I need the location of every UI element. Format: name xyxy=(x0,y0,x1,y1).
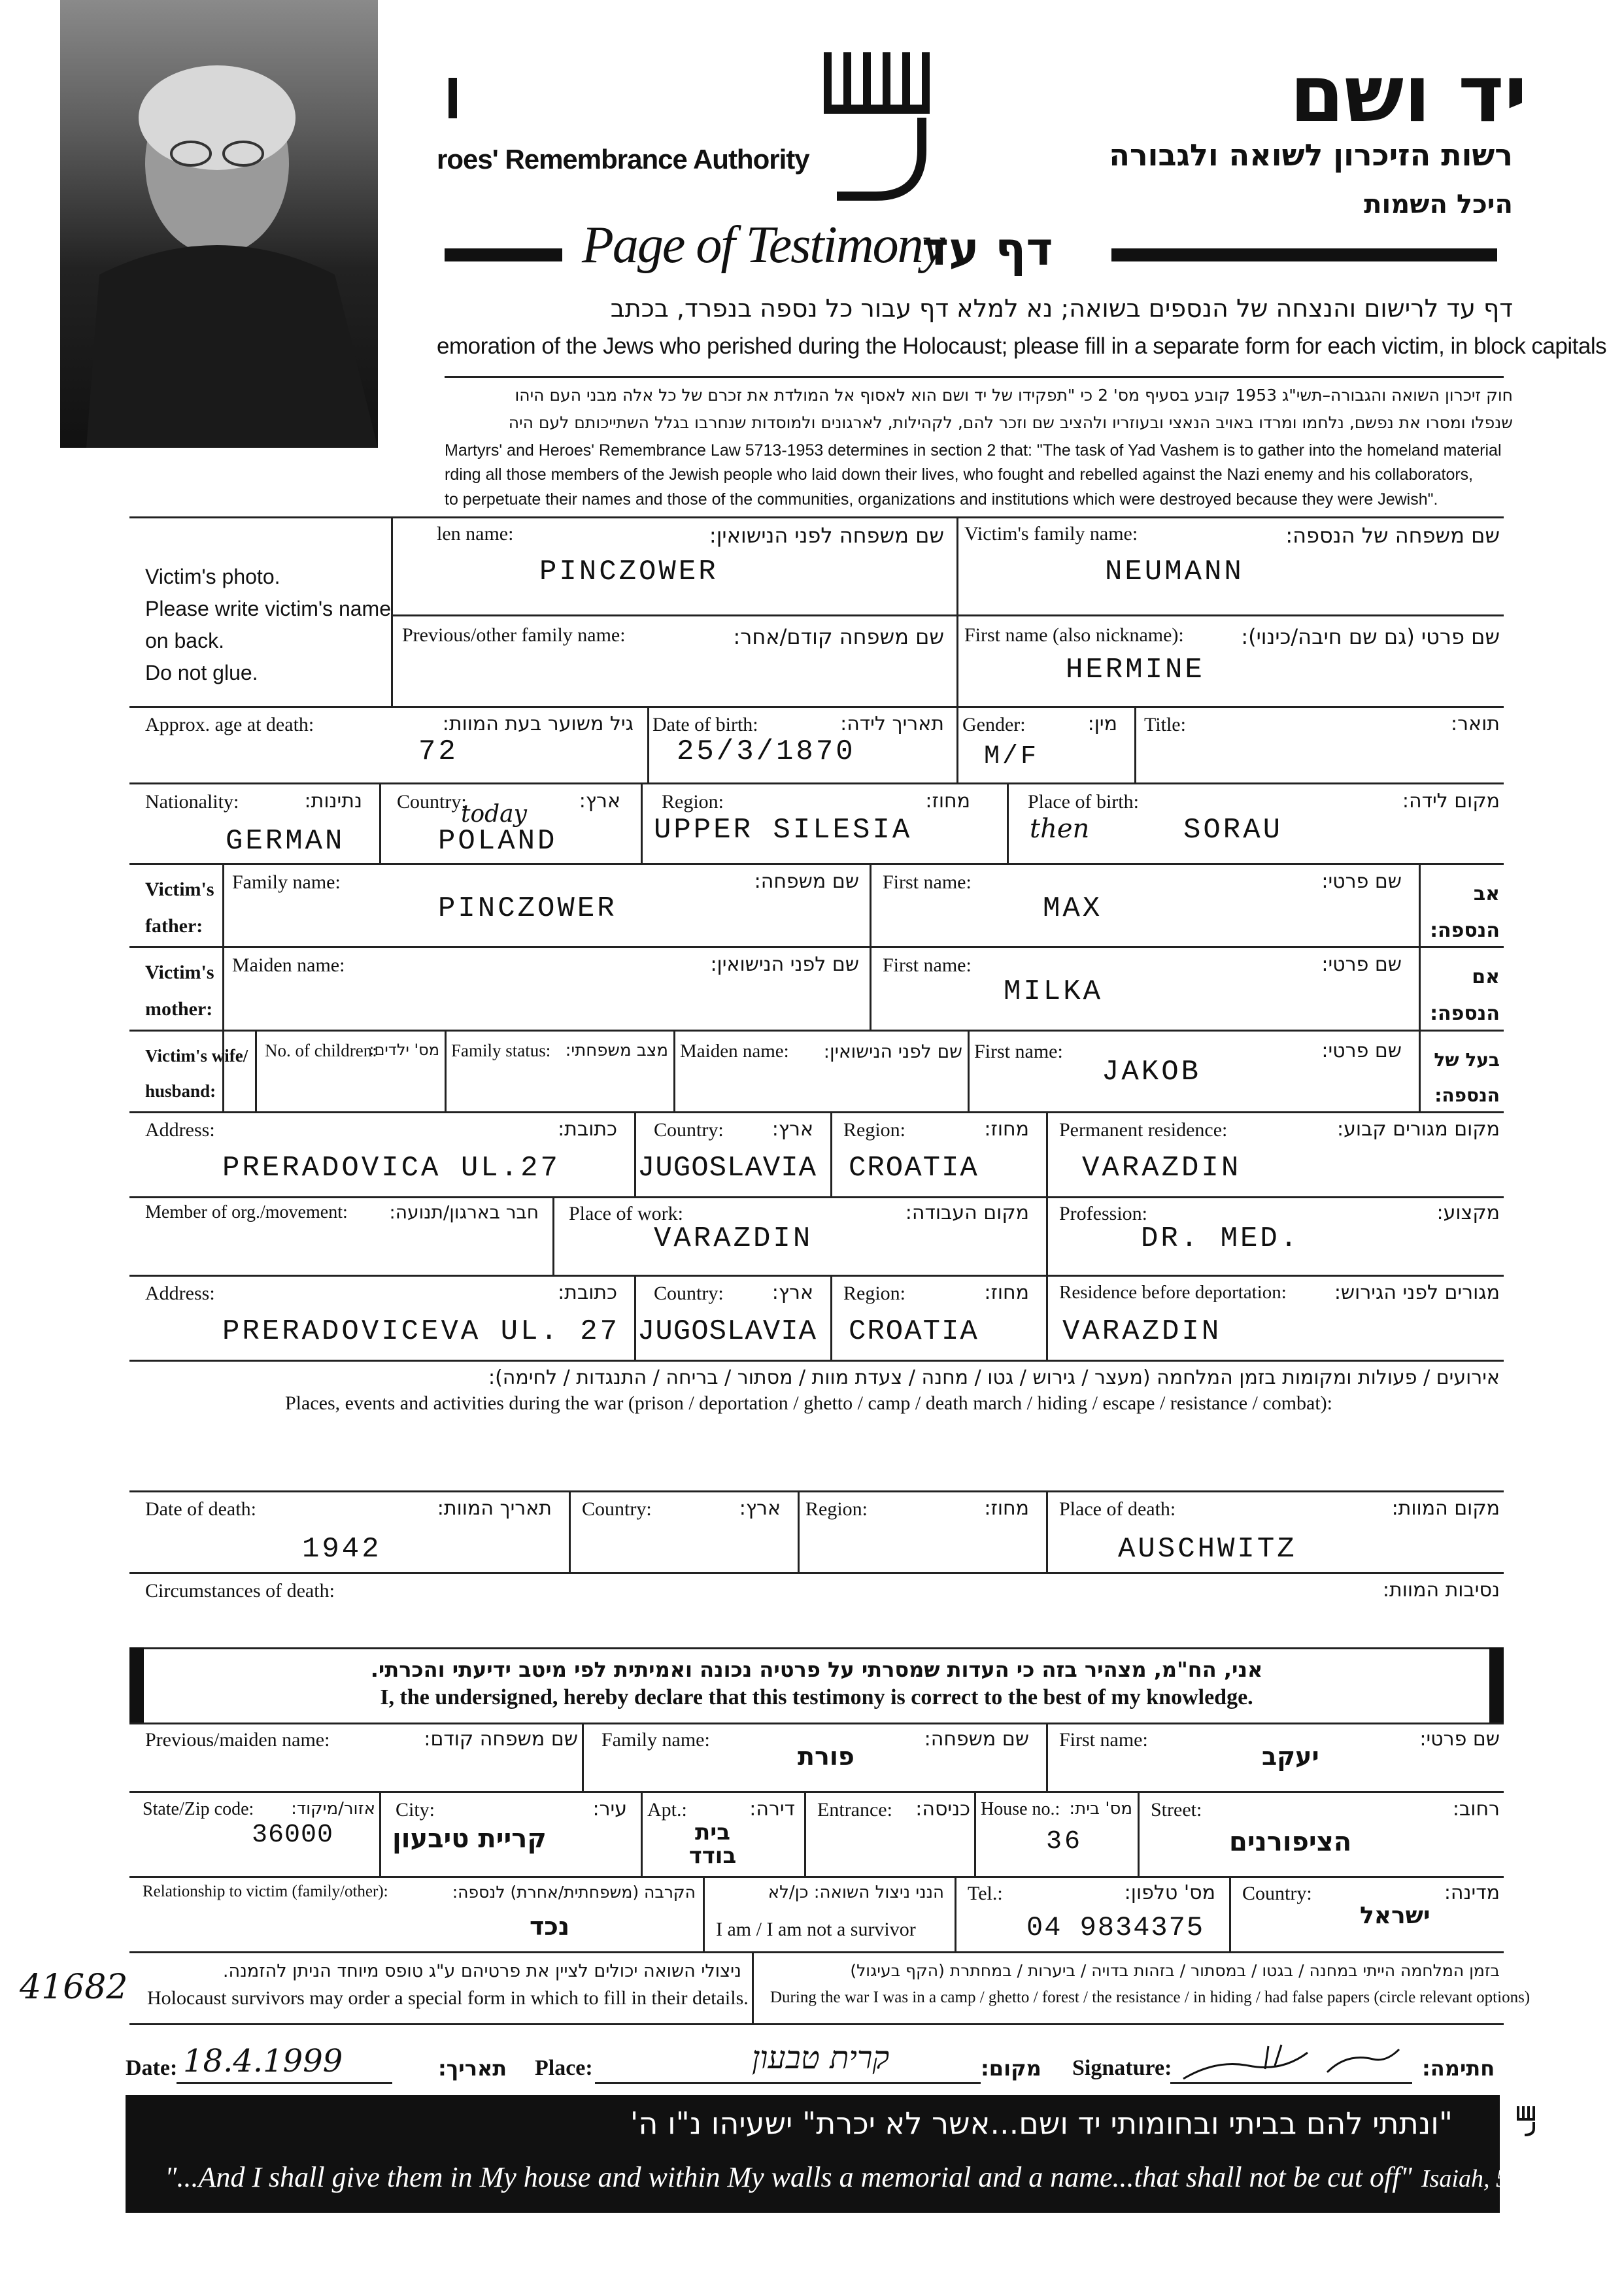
footer-band xyxy=(126,2095,1542,2213)
law-english-3: to perpetuate their names and those of the communities, organizations and institutions which were destroyed because they were Jewish". xyxy=(445,490,1438,509)
place-label: Place: xyxy=(535,2056,593,2080)
witness-family-label-heb: שם משפחה: xyxy=(924,1728,1029,1751)
res-dep-label-heb: מגורים לפני הגירוש: xyxy=(1334,1281,1500,1304)
witness-prev-label: Previous/maiden name: xyxy=(145,1729,330,1751)
header-org-en: roes' Remembrance Authority xyxy=(437,144,809,175)
footer-quote-en-wrap xyxy=(165,2160,1542,2194)
witness-first-value[interactable]: יעקב xyxy=(1262,1742,1319,1771)
family-name-label: Victim's family name: xyxy=(964,523,1138,545)
mother-first-label-heb: שם פרטי: xyxy=(1321,953,1402,976)
header-i-letter: I xyxy=(445,66,462,131)
intro-english: emoration of the Jews who perished during the Holocaust; please fill in a separate form for each victim, in block capitals xyxy=(437,333,1607,359)
address2-country-value[interactable]: JUGOSLAVIA xyxy=(637,1315,817,1348)
date-line xyxy=(177,2082,392,2084)
note-survivors-en: Holocaust survivors may order a special form in which to fill in their details. xyxy=(147,1987,749,2009)
dob-value[interactable]: 25/3/1870 xyxy=(677,735,856,768)
mother-first-value[interactable]: MILKA xyxy=(1004,975,1104,1008)
spouse-first-value[interactable]: JAKOB xyxy=(1102,1056,1202,1088)
circumstances-label: Circumstances of death: xyxy=(145,1580,335,1602)
prev-name-label-heb: שם משפחה קודם/אחר: xyxy=(733,624,944,649)
pod-value[interactable]: AUSCHWITZ xyxy=(1118,1533,1297,1566)
street-label-heb: רחוב: xyxy=(1452,1798,1500,1821)
profession-label-heb: מקצוע: xyxy=(1436,1202,1500,1224)
signature-label-heb: חתימה: xyxy=(1422,2056,1495,2081)
footer-quote-ref: Isaiah, 56:5 xyxy=(1421,2165,1542,2193)
dod-country-label-heb: ארץ: xyxy=(739,1497,781,1520)
note-war-en: During the war I was in a camp / ghetto / forest / the resistance / in hiding / had false papers (circle relevant options) xyxy=(770,1989,1531,2006)
address-region-value[interactable]: CROATIA xyxy=(849,1152,979,1185)
gender-label: Gender: xyxy=(962,714,1026,735)
relationship-label-heb: הקרבה (משפחתית/אחרת) לנספה: xyxy=(452,1883,696,1902)
org-hebrew: רשות הזיכרון לשואה ולגבורה xyxy=(1109,137,1513,173)
work-label-heb: מקום העבודה: xyxy=(905,1202,1029,1224)
mother-label xyxy=(145,954,217,1028)
status-label: Family status: xyxy=(451,1041,551,1060)
mother-label-heb: אם הנספה: xyxy=(1430,966,1500,1025)
witness-family-value[interactable]: פורת xyxy=(798,1742,854,1771)
relationship-value[interactable]: נכד xyxy=(530,1912,570,1941)
photo-line-2: Please write victim's name xyxy=(145,597,391,620)
dod-label-heb: תאריך המוות: xyxy=(437,1497,552,1520)
dob-label-heb: תאריך לידה: xyxy=(840,713,944,735)
small-logo-icon xyxy=(1515,2105,1542,2138)
footer-quote-en: "...And I shall give them in My house and within My walls a memorial and a name...that shall not be cut off" xyxy=(165,2161,1412,2193)
mother-label-text: Victim's mother: xyxy=(145,962,214,1020)
perm-res-value[interactable]: VARAZDIN xyxy=(1082,1152,1242,1185)
date-value[interactable]: 18.4.1999 xyxy=(183,2043,343,2079)
dob-label: Date of birth: xyxy=(652,714,758,735)
witness-first-label-heb: שם פרטי: xyxy=(1419,1728,1500,1751)
dod-country-label: Country: xyxy=(582,1498,652,1520)
note-survivors-heb: ניצולי השואה יכולים לציין את פרטיהם ע"ג טופס מיוחד הניתן להזמנה. xyxy=(222,1961,741,1981)
address2-value[interactable]: PRERADOVICEVA UL. 27 xyxy=(222,1315,620,1348)
address-label-heb: כתובת: xyxy=(558,1118,617,1141)
page-title-en: Page of Testimony xyxy=(582,216,945,274)
address2-region-value[interactable]: CROATIA xyxy=(849,1315,979,1348)
father-family-label-heb: שם משפחה: xyxy=(754,870,859,893)
work-value[interactable]: VARAZDIN xyxy=(654,1222,813,1255)
pob-label-heb: מקום לידה: xyxy=(1402,790,1500,813)
dod-value[interactable]: 1942 xyxy=(302,1533,382,1566)
address-country-value[interactable]: JUGOSLAVIA xyxy=(637,1152,817,1185)
witness-country-value[interactable]: ישראל xyxy=(1360,1902,1430,1929)
husband-label-a: Victim's wife/ xyxy=(145,1046,248,1066)
father-first-label-heb: שם פרטי: xyxy=(1321,870,1402,893)
perm-res-label-heb: מקום מגורים קבוע: xyxy=(1337,1118,1500,1141)
photo-line-1: Victim's photo. xyxy=(145,565,280,588)
survivor-label-heb: הנני ניצול השואה: כן/לא xyxy=(768,1883,944,1902)
title-bar-right xyxy=(1111,248,1497,261)
family-name-value[interactable]: NEUMANN xyxy=(1105,556,1244,588)
street-value[interactable]: הציפורנים xyxy=(1229,1827,1352,1857)
tel-label: Tel.: xyxy=(968,1883,1003,1904)
intro-hebrew: דף עד לרישום והנצחה של הנספים בשואה; נא למלא דף עבור כל נספה בנפרד, בכתב xyxy=(610,294,1513,323)
zip-label-heb: אזור/מיקוד: xyxy=(291,1799,375,1819)
address-region-label-heb: מחוז: xyxy=(984,1118,1029,1141)
profession-value[interactable]: DR. MED. xyxy=(1141,1222,1300,1255)
witness-country-label-heb: מדינה: xyxy=(1444,1881,1500,1904)
mother-maiden-label-heb: שם לפני הנישואין: xyxy=(710,953,859,976)
country-today-value[interactable]: today xyxy=(461,801,527,828)
law-hebrew-1: חוק זיכרון השואה והגבורה–תשי"ג 1953 קובע בסעיף מס' 2 כי "תפקידו של יד ושם הוא לאסוף אל המולדת את זכרם של כל אלה מבני העם היהו xyxy=(515,386,1513,405)
pob-label: Place of birth: xyxy=(1028,791,1139,813)
witness-prev-label-heb: שם משפחה קודם: xyxy=(424,1728,578,1751)
father-first-value[interactable]: MAX xyxy=(1043,892,1103,925)
entrance-label: Entrance: xyxy=(817,1799,892,1821)
law-english-2: rding all those members of the Jewish people who laid down their lives, who fought and rebelled against the Nazi enemy and his collaborators, xyxy=(445,465,1474,484)
pod-label-heb: מקום המוות: xyxy=(1391,1497,1500,1520)
circumstances-label-heb: נסיבות המוות: xyxy=(1382,1579,1500,1602)
apt-label-heb: דירה: xyxy=(749,1798,795,1821)
date-label: Date: xyxy=(126,2056,178,2080)
first-name-value[interactable]: HERMINE xyxy=(1066,654,1205,686)
children-label: No. of children: xyxy=(265,1041,377,1060)
spouse-maiden-label: Maiden name: xyxy=(680,1041,789,1062)
place-value[interactable]: קרית טבעון xyxy=(752,2040,890,2076)
law-english-1: Martyrs' and Heroes' Remembrance Law 5713-1953 determines in section 2 that: "The task of Yad Vashem is to gather into the homeland material xyxy=(445,441,1502,460)
father-family-value[interactable]: PINCZOWER xyxy=(438,892,617,925)
age-label-heb: גיל משוער בעת המוות: xyxy=(442,713,634,735)
survivor-option[interactable]: I am / I am not a survivor xyxy=(716,1919,916,1940)
events-label: Places, events and activities during the war (prison / deportation / ghetto / camp / death march / hiding / escape / resistance / combat): xyxy=(285,1392,1333,1414)
spouse-maiden-label-heb: שם לפני הנישואין: xyxy=(823,1041,962,1062)
address2-region-label: Region: xyxy=(843,1283,905,1304)
footer-quote-heb: "ונתתי להם בביתי ובחומותי יד ושם...אשר לא יכרת" ישעיהו נ"ו ה' xyxy=(630,2106,1453,2141)
city-label: City: xyxy=(396,1799,435,1821)
apt-value[interactable]: בית בודד xyxy=(688,1819,737,1869)
country-value[interactable]: POLAND xyxy=(438,825,558,858)
house-value[interactable]: 36 xyxy=(1046,1827,1083,1857)
res-dep-label: Residence before deportation: xyxy=(1059,1282,1287,1303)
address-country-label-heb: ארץ: xyxy=(771,1118,813,1141)
address2-country-label: Country: xyxy=(654,1283,724,1304)
declaration-heb: אני, הח"מ, מצהיר בזה כי העדות שמסרתי על פרטיה נכונה ואמיתית לפי מיטב ידיעתי והכרתי. xyxy=(370,1657,1263,1682)
first-name-label: First name (also nickname): xyxy=(964,624,1184,646)
country-label-heb: ארץ: xyxy=(579,790,620,813)
place-line xyxy=(595,2082,981,2084)
nationality-value[interactable]: GERMAN xyxy=(226,825,345,858)
first-name-label-heb: שם פרטי (גם שם חיבה/כינוי): xyxy=(1241,624,1500,649)
zip-value[interactable]: 36000 xyxy=(252,1821,334,1850)
law-hebrew-2: שנפלו ומסרו את נפשם, נלחמו ומרדו באויב הנאצי ובעוזריו ולהציב שם וזכר להם, לקהילות, לארגונים ולמוסדות שנחרבו בגלל השתייכותם לעם היה xyxy=(508,413,1513,432)
maiden-name-label: len name: xyxy=(437,523,514,545)
father-label-text: Victim's father: xyxy=(145,879,214,937)
date-label-heb: תאריך: xyxy=(438,2056,507,2081)
member-label: Member of org./movement: xyxy=(145,1202,348,1222)
status-label-heb: מצב משפחתי: xyxy=(565,1041,668,1060)
side-number: 41682 xyxy=(20,1968,128,2007)
age-label: Approx. age at death: xyxy=(145,714,314,735)
nationality-label-heb: נתינות: xyxy=(304,790,362,813)
declaration-bar-left xyxy=(129,1647,144,1723)
address-country-label: Country: xyxy=(654,1119,724,1141)
maiden-name-label-heb: שם משפחה לפני הנישואין: xyxy=(709,523,944,548)
father-first-label: First name: xyxy=(883,871,972,893)
tel-label-heb: מס' טלפון: xyxy=(1124,1881,1215,1904)
victim-photo xyxy=(60,0,378,448)
dod-region-label-heb: מחוז: xyxy=(984,1497,1029,1520)
photo-box-instructions xyxy=(145,561,391,689)
maiden-name-value[interactable]: PINCZOWER xyxy=(539,556,719,588)
father-family-label: Family name: xyxy=(232,871,341,893)
gender-label-heb: מין: xyxy=(1087,713,1117,735)
photo-line-3: on back. xyxy=(145,629,224,652)
note-war-heb: בזמן המלחמה הייתי במחנה / בגטו / במסתור / בזהות בדויה / ביערות / במחתרת (הקף בעיגול) xyxy=(850,1961,1500,1980)
pob-then-value[interactable]: then xyxy=(1030,814,1090,844)
dod-region-label: Region: xyxy=(805,1498,868,1520)
address2-region-label-heb: מחוז: xyxy=(984,1281,1029,1304)
address-label: Address: xyxy=(145,1119,215,1141)
signature-scribble[interactable] xyxy=(1177,2040,1412,2085)
city-value[interactable]: קריית טיבעון xyxy=(392,1824,547,1854)
yad-vashem-logo-icon xyxy=(817,46,948,216)
photo-line-4: Do not glue. xyxy=(145,661,258,684)
house-label-heb: מס' בית: xyxy=(1069,1799,1132,1819)
spouse-first-label: First name: xyxy=(974,1041,1063,1062)
address-region-label: Region: xyxy=(843,1119,905,1141)
dod-label: Date of death: xyxy=(145,1498,256,1520)
apt-label: Apt.: xyxy=(647,1799,687,1821)
gender-value[interactable]: M/F xyxy=(984,742,1040,771)
pod-label: Place of death: xyxy=(1059,1498,1176,1520)
family-name-label-heb: שם משפחה של הנספה: xyxy=(1285,523,1500,548)
witness-first-label: First name: xyxy=(1059,1729,1148,1751)
husband-label xyxy=(145,1038,248,1109)
hall-hebrew: היכל השמות xyxy=(1364,190,1513,220)
spouse-first-label-heb: שם פרטי: xyxy=(1321,1039,1402,1062)
perm-res-label: Permanent residence: xyxy=(1059,1119,1228,1141)
children-label-heb: מס' ילדים: xyxy=(369,1041,439,1059)
res-dep-value[interactable]: VARAZDIN xyxy=(1062,1315,1222,1348)
zip-label: State/Zip code: xyxy=(143,1799,254,1819)
page-title-heb: דף עד xyxy=(922,222,1053,276)
title-bar-left xyxy=(445,248,562,261)
title-label: Title: xyxy=(1144,714,1186,735)
city-label-heb: עיר: xyxy=(592,1798,627,1821)
husband-label-b: husband: xyxy=(145,1081,216,1101)
street-label: Street: xyxy=(1151,1799,1202,1821)
logo-hebrew: יד ושם xyxy=(1289,49,1527,140)
address2-country-label-heb: ארץ: xyxy=(771,1281,813,1304)
father-label-heb: אב הנספה: xyxy=(1430,882,1500,942)
place-label-heb: מקום: xyxy=(981,2056,1041,2081)
house-label: House no.: xyxy=(981,1799,1060,1819)
title-label-heb: תואר: xyxy=(1451,713,1500,735)
region-value[interactable]: UPPER SILESIA xyxy=(654,814,913,847)
address2-label-heb: כתובת: xyxy=(558,1281,617,1304)
country-label: Country: xyxy=(397,791,467,813)
declaration-bar-right xyxy=(1489,1647,1504,1723)
mother-maiden-label: Maiden name: xyxy=(232,954,345,976)
member-label-heb: חבר בארגון/תנועה: xyxy=(389,1202,539,1223)
events-label-heb: אירועים / פעולות ומקומות בזמן המלחמה (מעצר / גירוש / גטו / מחנה / צעדת מוות / מסתור / בריחה / התנגדות / לחימה): xyxy=(488,1366,1500,1389)
relationship-label: Relationship to victim (family/other): xyxy=(143,1883,388,1900)
husband-label-heb: בעל של הנספה: xyxy=(1434,1049,1500,1106)
witness-country-label: Country: xyxy=(1242,1883,1312,1904)
declaration-en: I, the undersigned, hereby declare that this testimony is correct to the best of my knowledge. xyxy=(380,1685,1253,1709)
witness-family-label: Family name: xyxy=(601,1729,710,1751)
prev-name-label: Previous/other family name: xyxy=(402,624,626,646)
nationality-label: Nationality: xyxy=(145,791,239,813)
age-value[interactable]: 72 xyxy=(418,735,458,768)
signature-label: Signature: xyxy=(1072,2056,1172,2080)
work-label: Place of work: xyxy=(569,1203,683,1224)
profession-label: Profession: xyxy=(1059,1203,1147,1224)
entrance-label-heb: כניסה: xyxy=(915,1798,970,1821)
mother-first-label: First name: xyxy=(883,954,972,976)
region-label: Region: xyxy=(662,791,724,813)
region-label-heb: מחוז: xyxy=(925,790,970,813)
address2-label: Address: xyxy=(145,1283,215,1304)
tel-value[interactable]: 04 9834375 xyxy=(1026,1912,1205,1943)
address-value[interactable]: PRERADOVICA UL.27 xyxy=(222,1152,560,1185)
pob-value[interactable]: SORAU xyxy=(1183,814,1283,847)
father-label xyxy=(145,871,217,945)
